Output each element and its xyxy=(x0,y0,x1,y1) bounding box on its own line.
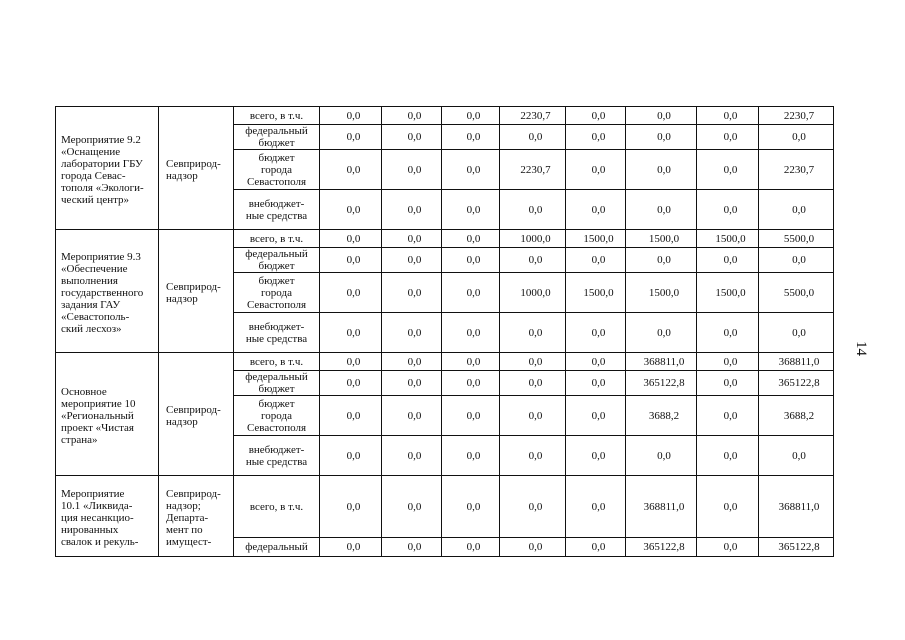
value-cell: 0,0 xyxy=(697,396,759,436)
value-cell: 0,0 xyxy=(382,150,442,190)
value-cell: 5500,0 xyxy=(759,230,834,248)
funding-source-cell xyxy=(234,436,320,476)
value-cell: 368811,0 xyxy=(759,353,834,371)
value-cell: 0,0 xyxy=(320,476,382,538)
value-cell: 0,0 xyxy=(382,248,442,273)
value-cell: 2230,7 xyxy=(759,107,834,125)
value-cell: 0,0 xyxy=(566,538,626,557)
funding-source: федеральный бюджет xyxy=(245,371,308,395)
value-cell: 0,0 xyxy=(442,371,500,396)
value-cell: 0,0 xyxy=(626,125,697,150)
value-cell: 0,0 xyxy=(697,248,759,273)
value-cell: 0,0 xyxy=(566,396,626,436)
funding-source: внебюджет- ные средства xyxy=(245,197,308,222)
value-cell: 368811,0 xyxy=(759,476,834,538)
value-cell: 0,0 xyxy=(697,190,759,230)
value-cell: 1500,0 xyxy=(566,230,626,248)
table-row xyxy=(56,476,834,538)
value-cell: 0,0 xyxy=(566,436,626,476)
table-row xyxy=(56,107,834,125)
value-cell: 0,0 xyxy=(566,313,626,353)
value-cell: 3688,2 xyxy=(759,396,834,436)
value-cell: 1500,0 xyxy=(626,273,697,313)
measure-name: Мероприятие 9.3 «Обеспечение выполнения государственного задания ГАУ «Севастополь- ский лесхоз» xyxy=(61,250,144,335)
value-cell: 0,0 xyxy=(320,150,382,190)
value-cell: 0,0 xyxy=(697,371,759,396)
value-cell: 365122,8 xyxy=(626,538,697,557)
value-cell: 0,0 xyxy=(382,125,442,150)
funding-source-cell xyxy=(234,396,320,436)
value-cell: 0,0 xyxy=(442,107,500,125)
table-row xyxy=(56,353,834,371)
value-cell: 0,0 xyxy=(442,313,500,353)
executor-cell xyxy=(159,230,234,353)
funding-source-cell xyxy=(234,371,320,396)
value-cell: 0,0 xyxy=(500,248,566,273)
value-cell: 1000,0 xyxy=(500,273,566,313)
funding-source: внебюджет- ные средства xyxy=(245,320,308,345)
value-cell: 0,0 xyxy=(382,107,442,125)
value-cell: 0,0 xyxy=(320,396,382,436)
value-cell: 0,0 xyxy=(566,125,626,150)
measure-name-cell xyxy=(56,107,159,230)
value-cell: 0,0 xyxy=(382,538,442,557)
value-cell: 1500,0 xyxy=(697,230,759,248)
executor-name: Севприрод- надзор xyxy=(166,157,221,182)
value-cell: 0,0 xyxy=(759,125,834,150)
value-cell: 0,0 xyxy=(320,125,382,150)
value-cell: 0,0 xyxy=(566,150,626,190)
value-cell: 0,0 xyxy=(442,396,500,436)
value-cell: 0,0 xyxy=(759,436,834,476)
value-cell: 0,0 xyxy=(320,230,382,248)
value-cell: 0,0 xyxy=(626,248,697,273)
value-cell: 0,0 xyxy=(320,353,382,371)
funding-source: всего, в т.ч. xyxy=(249,232,304,245)
executor-name: Севприрод- надзор xyxy=(166,280,221,305)
value-cell: 0,0 xyxy=(442,230,500,248)
value-cell: 0,0 xyxy=(500,190,566,230)
value-cell: 0,0 xyxy=(382,371,442,396)
funding-source-cell xyxy=(234,125,320,150)
value-cell: 0,0 xyxy=(697,125,759,150)
value-cell: 365122,8 xyxy=(759,371,834,396)
value-cell: 0,0 xyxy=(500,436,566,476)
funding-source: всего, в т.ч. xyxy=(249,109,304,122)
value-cell: 0,0 xyxy=(320,273,382,313)
value-cell: 0,0 xyxy=(320,190,382,230)
value-cell: 0,0 xyxy=(442,248,500,273)
value-cell: 0,0 xyxy=(697,353,759,371)
value-cell: 0,0 xyxy=(382,396,442,436)
value-cell: 0,0 xyxy=(697,476,759,538)
value-cell: 0,0 xyxy=(382,273,442,313)
value-cell: 0,0 xyxy=(442,476,500,538)
value-cell: 0,0 xyxy=(382,353,442,371)
value-cell: 368811,0 xyxy=(626,476,697,538)
value-cell: 0,0 xyxy=(500,353,566,371)
measure-name-cell xyxy=(56,476,159,557)
funding-source-cell xyxy=(234,150,320,190)
value-cell: 0,0 xyxy=(759,313,834,353)
value-cell: 0,0 xyxy=(320,436,382,476)
value-cell: 0,0 xyxy=(697,436,759,476)
funding-source: всего, в т.ч. xyxy=(249,500,304,513)
funding-source-cell xyxy=(234,190,320,230)
value-cell: 365122,8 xyxy=(759,538,834,557)
value-cell: 0,0 xyxy=(382,190,442,230)
executor-cell xyxy=(159,353,234,476)
funding-source-cell xyxy=(234,538,320,557)
value-cell: 0,0 xyxy=(500,396,566,436)
value-cell: 1500,0 xyxy=(697,273,759,313)
value-cell: 0,0 xyxy=(382,436,442,476)
measure-name-cell xyxy=(56,230,159,353)
value-cell: 0,0 xyxy=(626,313,697,353)
executor-name: Севприрод- надзор xyxy=(166,403,221,428)
value-cell: 1000,0 xyxy=(500,230,566,248)
value-cell: 368811,0 xyxy=(626,353,697,371)
value-cell: 1500,0 xyxy=(626,230,697,248)
funding-source-cell xyxy=(234,230,320,248)
value-cell: 0,0 xyxy=(442,353,500,371)
funding-source-cell xyxy=(234,476,320,538)
value-cell: 0,0 xyxy=(566,353,626,371)
value-cell: 0,0 xyxy=(566,248,626,273)
value-cell: 0,0 xyxy=(442,190,500,230)
page-number: 14 xyxy=(853,341,869,356)
value-cell: 0,0 xyxy=(566,476,626,538)
value-cell: 0,0 xyxy=(759,190,834,230)
value-cell: 0,0 xyxy=(320,538,382,557)
value-cell: 0,0 xyxy=(500,371,566,396)
value-cell: 365122,8 xyxy=(626,371,697,396)
value-cell: 0,0 xyxy=(566,107,626,125)
value-cell: 0,0 xyxy=(626,436,697,476)
funding-source-cell xyxy=(234,107,320,125)
value-cell: 3688,2 xyxy=(626,396,697,436)
value-cell: 0,0 xyxy=(697,538,759,557)
value-cell: 0,0 xyxy=(500,476,566,538)
measure-name: Мероприятие 10.1 «Ликвида- ция несанкцио- нированных свалок и рекуль- xyxy=(61,487,139,548)
value-cell: 2230,7 xyxy=(500,150,566,190)
value-cell: 0,0 xyxy=(442,273,500,313)
value-cell: 0,0 xyxy=(626,190,697,230)
value-cell: 0,0 xyxy=(500,313,566,353)
funding-source-cell xyxy=(234,273,320,313)
value-cell: 0,0 xyxy=(626,150,697,190)
value-cell: 0,0 xyxy=(626,107,697,125)
value-cell: 0,0 xyxy=(320,107,382,125)
value-cell: 0,0 xyxy=(442,436,500,476)
value-cell: 0,0 xyxy=(442,150,500,190)
value-cell: 1500,0 xyxy=(566,273,626,313)
value-cell: 0,0 xyxy=(382,230,442,248)
funding-source: бюджет города Севастополя xyxy=(246,274,307,311)
value-cell: 0,0 xyxy=(566,371,626,396)
value-cell: 0,0 xyxy=(442,538,500,557)
value-cell: 0,0 xyxy=(697,107,759,125)
value-cell: 0,0 xyxy=(566,190,626,230)
funding-source-cell xyxy=(234,248,320,273)
value-cell: 5500,0 xyxy=(759,273,834,313)
value-cell: 0,0 xyxy=(320,313,382,353)
budget-table xyxy=(55,106,834,557)
funding-source-cell xyxy=(234,313,320,353)
table-body xyxy=(56,107,834,557)
value-cell: 0,0 xyxy=(500,125,566,150)
measure-name: Основное мероприятие 10 «Региональный проект «Чистая страна» xyxy=(61,385,136,446)
value-cell: 2230,7 xyxy=(500,107,566,125)
value-cell: 0,0 xyxy=(759,248,834,273)
funding-source: бюджет города Севастополя xyxy=(246,397,307,434)
measure-name: Мероприятие 9.2 «Оснащение лаборатории ГБУ города Севас- тополя «Экологи- ческий центр» xyxy=(61,133,144,206)
value-cell: 0,0 xyxy=(500,538,566,557)
value-cell: 2230,7 xyxy=(759,150,834,190)
funding-source: внебюджет- ные средства xyxy=(245,443,308,468)
value-cell: 0,0 xyxy=(382,313,442,353)
value-cell: 0,0 xyxy=(382,476,442,538)
executor-name: Севприрод- надзор; Департа- мент по имущест- xyxy=(166,487,221,548)
funding-source: федеральный xyxy=(245,541,308,553)
executor-cell xyxy=(159,476,234,557)
funding-source: бюджет города Севастополя xyxy=(246,151,307,188)
funding-source: всего, в т.ч. xyxy=(249,355,304,368)
value-cell: 0,0 xyxy=(320,371,382,396)
executor-cell xyxy=(159,107,234,230)
measure-name-cell xyxy=(56,353,159,476)
value-cell: 0,0 xyxy=(442,125,500,150)
funding-source: федеральный бюджет xyxy=(245,125,308,149)
table-row xyxy=(56,230,834,248)
funding-source: федеральный бюджет xyxy=(245,248,308,272)
funding-source-cell xyxy=(234,353,320,371)
value-cell: 0,0 xyxy=(697,150,759,190)
value-cell: 0,0 xyxy=(697,313,759,353)
value-cell: 0,0 xyxy=(320,248,382,273)
